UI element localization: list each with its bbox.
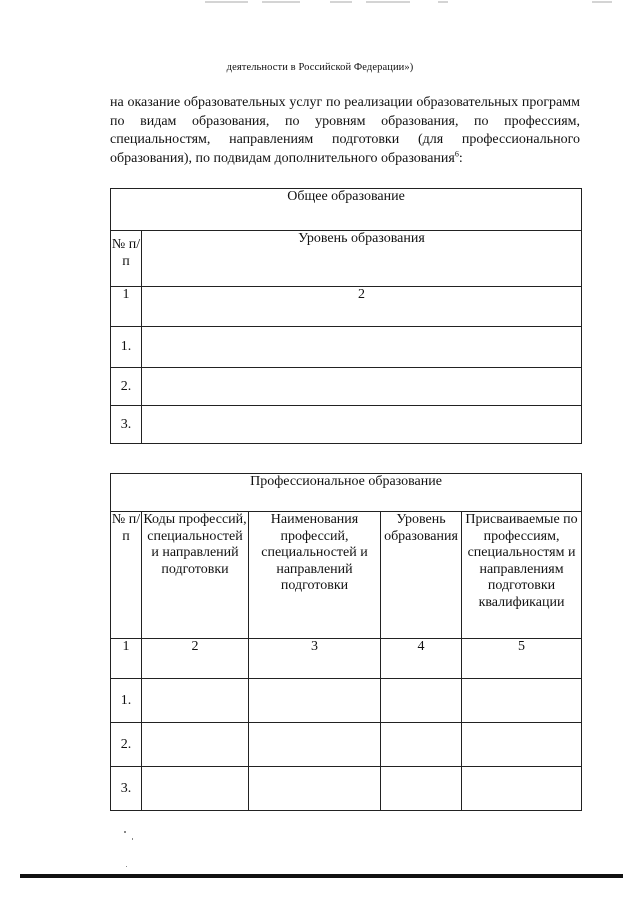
footnote-marker: 6 [454,148,459,158]
general-table-title: Общее образование [111,189,582,231]
general-row-number: 2. [111,368,142,406]
scan-top-marks [0,0,640,6]
prof-col-number: № п/п [111,512,142,639]
prof-row-number: 2. [111,723,142,767]
prof-col-codes: Коды профессий, специальностей и направлений подготовки [142,512,249,639]
prof-col-qualifications: Присваиваемые по профессиям, специальностям и направлениям подготовки квалификации [462,512,582,639]
general-index-cell: 1 [111,287,142,327]
prof-row-cell[interactable] [249,767,381,811]
general-row-number: 3. [111,406,142,444]
prof-row-cell[interactable] [249,679,381,723]
prof-row-cell[interactable] [381,767,462,811]
general-row-number: 1. [111,327,142,368]
prof-row-cell[interactable] [462,723,582,767]
prof-row-cell[interactable] [142,723,249,767]
general-education-table [110,188,582,444]
prof-col-level: Уровень образования [381,512,462,639]
scan-speck [126,866,127,867]
prof-col-names: Наименования профессий, специальностей и направлений подготовки [249,512,381,639]
prof-index-cell: 3 [249,639,381,679]
intro-text: на оказание образовательных услуг по реализации образовательных программ по видам образования, по уровням образования, по профессиям, специальностям, направлениям подготовки (для профессионального образования), по подвидам дополнительного образования [110,95,580,166]
running-header: деятельности в Российской Федерации») [226,62,414,73]
general-row-cell[interactable] [142,368,582,406]
general-col-level: Уровень образования [142,231,582,287]
prof-index-cell: 5 [462,639,582,679]
prof-index-cell: 4 [381,639,462,679]
general-index-cell: 2 [142,287,582,327]
prof-row-number: 3. [111,767,142,811]
prof-row-cell[interactable] [142,679,249,723]
prof-table-title: Профессиональное образование [111,474,582,512]
professional-education-table [110,473,582,811]
prof-row-cell[interactable] [381,723,462,767]
general-row-cell[interactable] [142,327,582,368]
general-col-number: № п/п [111,231,142,287]
general-row-cell[interactable] [142,406,582,444]
intro-end: : [458,150,463,166]
prof-row-cell[interactable] [142,767,249,811]
prof-index-cell: 1 [111,639,142,679]
scan-speck [132,838,133,840]
prof-index-cell: 2 [142,639,249,679]
prof-row-cell[interactable] [462,679,582,723]
page-bottom-rule [20,874,623,878]
scan-speck [124,831,126,833]
prof-row-number: 1. [111,679,142,723]
prof-row-cell[interactable] [462,767,582,811]
prof-row-cell[interactable] [249,723,381,767]
intro-paragraph [110,94,580,168]
prof-row-cell[interactable] [381,679,462,723]
